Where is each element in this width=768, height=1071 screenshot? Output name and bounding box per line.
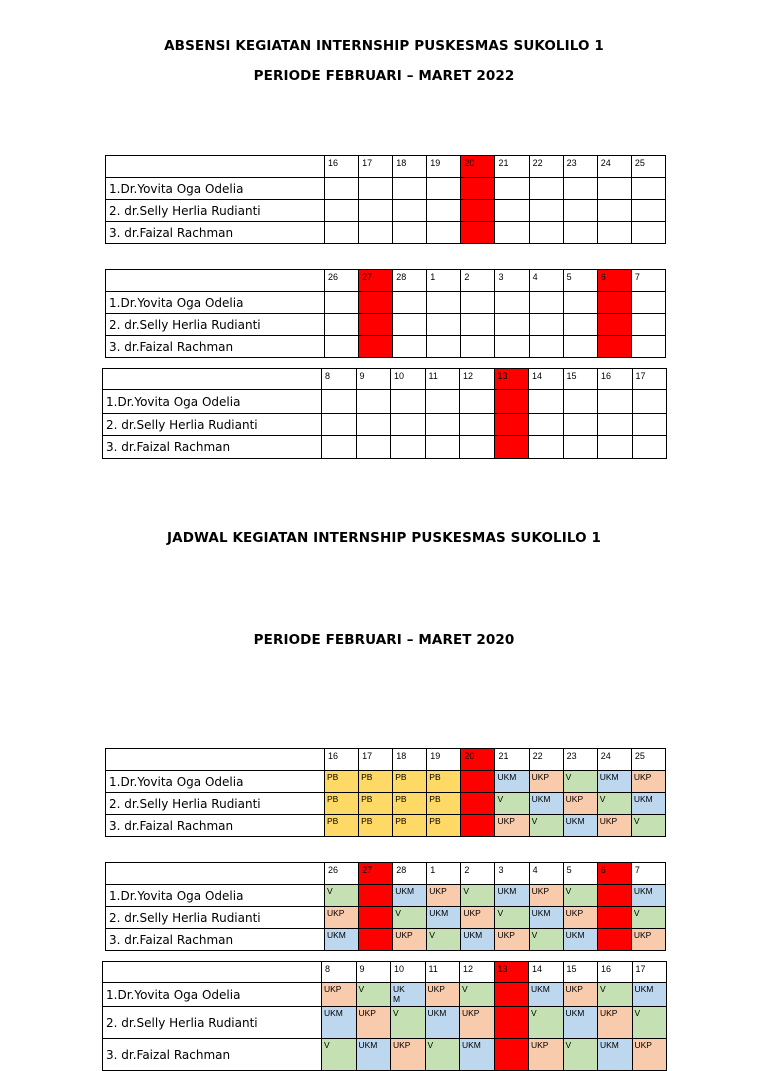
attendance-cell [597,178,631,200]
intern-name-cell: 3. dr.Faizal Rachman [103,1039,322,1071]
header-corner-cell [103,962,322,983]
date-cell: 14 [529,962,564,983]
table-row [106,885,666,907]
date-cell: 2 [461,863,495,885]
date-cell: 21 [495,156,529,178]
date-cell: 19 [427,749,461,771]
attendance-cell [563,292,597,314]
schedule-cell: UKM [495,885,529,907]
date-cell: 7 [631,270,665,292]
schedule-cell: V [325,885,359,907]
date-cell: 15 [563,369,598,390]
attendance-cell [529,292,563,314]
holiday-cell [359,314,393,336]
holiday-cell [359,336,393,358]
attendance-cell [529,336,563,358]
intern-name-cell: 1.Dr.Yovita Oga Odelia [106,292,325,314]
schedule-cell: UKM [427,907,461,929]
attendance-cell [425,414,460,436]
attendance-cell [391,414,426,436]
schedule-cell: V [597,793,631,815]
attendance-cell [325,178,359,200]
schedule-cell: V [460,983,495,1007]
date-header-row [106,156,666,178]
schedule-cell: UKP [563,793,597,815]
attendance-cell [461,336,495,358]
holiday-cell [461,200,495,222]
schedule-cell: UKM [356,1039,391,1071]
attendance-cell [631,222,665,244]
intern-name-cell: 3. dr.Faizal Rachman [106,929,325,951]
schedule-cell: UK M [391,983,426,1007]
schedule-cell: PB [359,793,393,815]
date-cell: 28 [393,270,427,292]
table-row [103,1007,667,1039]
schedule-cell: UKP [425,983,460,1007]
intern-name-cell: 2. dr.Selly Herlia Rudianti [106,907,325,929]
date-cell: 8 [322,369,357,390]
schedule-cell: V [632,1007,667,1039]
date-cell: 8 [322,962,357,983]
intern-name-cell: 3. dr.Faizal Rachman [106,222,325,244]
attendance-cell [427,222,461,244]
schedule-cell: PB [325,793,359,815]
attendance-cell [359,222,393,244]
intern-name-cell: 2. dr.Selly Herlia Rudianti [106,793,325,815]
attendance-cell [427,200,461,222]
schedule-cell: PB [427,793,461,815]
schedule-cell: V [461,885,495,907]
date-header-row [106,863,666,885]
attendance-cell [529,200,563,222]
holiday-date-cell: 20 [461,749,495,771]
attendance-cell [393,200,427,222]
attendance-cell [495,336,529,358]
date-cell: 16 [598,962,633,983]
schedule-cell: UKP [529,771,563,793]
attendance-cell [495,178,529,200]
header-corner-cell [106,863,325,885]
attendance-cell [322,390,357,414]
schedule-cell: UKP [391,1039,426,1071]
schedule-cell: UKM [632,983,667,1007]
date-cell: 11 [425,962,460,983]
attendance-cell [393,222,427,244]
schedule-cell: UKM [529,793,563,815]
schedule-cell: UKP [322,983,357,1007]
absensi-title: ABSENSI KEGIATAN INTERNSHIP PUSKESMAS SUKOLILO 1 [164,38,604,54]
attendance-cell [563,314,597,336]
date-cell: 5 [563,270,597,292]
attendance-cell [598,436,633,459]
holiday-cell [494,1039,529,1071]
schedule-cell: V [563,1039,598,1071]
header-corner-cell [106,156,325,178]
attendance-cell [427,292,461,314]
jadwal-table-3 [102,961,667,1071]
schedule-cell: PB [359,815,393,837]
header-corner-cell [103,369,322,390]
holiday-cell [494,390,529,414]
schedule-cell: UKP [393,929,427,951]
table-row [103,1039,667,1071]
schedule-cell: V [393,907,427,929]
intern-name-cell: 2. dr.Selly Herlia Rudianti [103,414,322,436]
attendance-cell [529,414,564,436]
holiday-date-cell: 6 [597,863,631,885]
attendance-cell [598,390,633,414]
date-cell: 4 [529,270,563,292]
date-cell: 28 [393,863,427,885]
attendance-cell [529,390,564,414]
holiday-date-cell: 20 [461,156,495,178]
table-row [106,929,666,951]
date-cell: 12 [460,962,495,983]
schedule-cell: UKP [631,771,665,793]
attendance-cell [325,292,359,314]
holiday-cell [359,907,393,929]
date-header-row [106,270,666,292]
attendance-cell [325,336,359,358]
absensi-table-2 [105,269,666,358]
schedule-cell: UKM [597,771,631,793]
date-cell: 23 [563,749,597,771]
schedule-cell: V [631,907,665,929]
attendance-cell [563,178,597,200]
schedule-cell: UKP [529,1039,564,1071]
attendance-cell [631,314,665,336]
date-cell: 10 [391,369,426,390]
schedule-cell: V [322,1039,357,1071]
holiday-cell [359,292,393,314]
schedule-cell: UKM [631,793,665,815]
table-row [106,815,666,837]
date-cell: 7 [631,863,665,885]
date-cell: 3 [495,863,529,885]
attendance-cell [356,414,391,436]
intern-name-cell: 2. dr.Selly Herlia Rudianti [103,1007,322,1039]
holiday-cell [494,414,529,436]
date-cell: 11 [425,369,460,390]
date-cell: 17 [359,156,393,178]
attendance-cell [631,178,665,200]
attendance-cell [631,292,665,314]
date-cell: 9 [356,369,391,390]
schedule-cell: PB [325,771,359,793]
holiday-cell [597,907,631,929]
attendance-cell [563,390,598,414]
schedule-cell: V [495,793,529,815]
date-cell: 14 [529,369,564,390]
table-row [103,436,667,459]
holiday-cell [597,885,631,907]
schedule-cell: UKP [427,885,461,907]
date-cell: 22 [529,156,563,178]
table-row [106,336,666,358]
intern-name-cell: 3. dr.Faizal Rachman [106,336,325,358]
intern-name-cell: 1.Dr.Yovita Oga Odelia [106,885,325,907]
schedule-cell: UKP [356,1007,391,1039]
attendance-cell [391,390,426,414]
date-cell: 17 [359,749,393,771]
schedule-cell: PB [427,771,461,793]
schedule-cell: PB [427,815,461,837]
intern-name-cell: 1.Dr.Yovita Oga Odelia [103,390,322,414]
schedule-cell: UKM [393,885,427,907]
attendance-cell [631,200,665,222]
date-header-row [103,962,667,983]
date-cell: 24 [597,156,631,178]
date-cell: 26 [325,270,359,292]
schedule-cell: UKM [495,771,529,793]
attendance-cell [427,336,461,358]
holiday-date-cell: 13 [494,962,529,983]
table-row [106,907,666,929]
attendance-cell [597,200,631,222]
attendance-cell [322,414,357,436]
attendance-cell [393,336,427,358]
table-row [103,983,667,1007]
header-corner-cell [106,749,325,771]
schedule-cell: UKP [632,1039,667,1071]
schedule-cell: UKM [598,1039,633,1071]
holiday-date-cell: 27 [359,270,393,292]
attendance-cell [632,414,667,436]
date-cell: 17 [632,962,667,983]
intern-name-cell: 2. dr.Selly Herlia Rudianti [106,314,325,336]
date-cell: 23 [563,156,597,178]
holiday-cell [359,885,393,907]
table-row [106,292,666,314]
table-row [106,314,666,336]
schedule-cell: PB [393,815,427,837]
date-cell: 15 [563,962,598,983]
schedule-cell: UKM [563,815,597,837]
date-header-row [106,749,666,771]
date-cell: 25 [631,749,665,771]
attendance-cell [461,292,495,314]
attendance-cell [359,200,393,222]
schedule-cell: UKM [460,1039,495,1071]
attendance-cell [461,314,495,336]
intern-name-cell: 1.Dr.Yovita Oga Odelia [106,178,325,200]
absensi-table-1 [105,155,666,244]
date-cell: 1 [427,270,461,292]
holiday-date-cell: 27 [359,863,393,885]
schedule-cell: V [495,907,529,929]
attendance-cell [425,390,460,414]
schedule-cell: V [391,1007,426,1039]
intern-name-cell: 3. dr.Faizal Rachman [106,815,325,837]
attendance-cell [563,200,597,222]
attendance-cell [393,314,427,336]
date-header-row [103,369,667,390]
schedule-cell: UKM [325,929,359,951]
schedule-cell: UKM [461,929,495,951]
holiday-date-cell: 13 [494,369,529,390]
date-cell: 9 [356,962,391,983]
schedule-cell: V [529,929,563,951]
attendance-cell [393,292,427,314]
date-cell: 26 [325,863,359,885]
jadwal-title: JADWAL KEGIATAN INTERNSHIP PUSKESMAS SUKOLILO 1 [167,530,601,546]
attendance-cell [529,314,563,336]
attendance-cell [325,222,359,244]
holiday-cell [461,222,495,244]
date-cell: 5 [563,863,597,885]
attendance-cell [427,178,461,200]
date-cell: 16 [325,156,359,178]
attendance-cell [632,436,667,459]
attendance-cell [425,436,460,459]
holiday-cell [359,929,393,951]
attendance-cell [631,336,665,358]
schedule-cell: UKP [631,929,665,951]
schedule-cell: PB [325,815,359,837]
schedule-cell: V [563,771,597,793]
schedule-cell: UKM [529,907,563,929]
holiday-cell [494,983,529,1007]
schedule-cell: UKM [322,1007,357,1039]
absensi-table-3 [102,368,667,459]
attendance-cell [529,178,563,200]
intern-name-cell: 1.Dr.Yovita Oga Odelia [106,771,325,793]
holiday-cell [461,793,495,815]
attendance-cell [460,414,495,436]
table-row [106,793,666,815]
holiday-cell [597,292,631,314]
holiday-cell [494,1007,529,1039]
date-cell: 24 [597,749,631,771]
holiday-cell [461,178,495,200]
table-row [106,771,666,793]
schedule-cell: V [529,1007,564,1039]
date-cell: 12 [460,369,495,390]
table-row [106,222,666,244]
holiday-date-cell: 6 [597,270,631,292]
attendance-cell [495,314,529,336]
date-cell: 16 [598,369,633,390]
schedule-cell: UKP [495,929,529,951]
attendance-cell [460,390,495,414]
schedule-cell: V [425,1039,460,1071]
jadwal-table-1 [105,748,666,837]
schedule-cell: PB [393,793,427,815]
date-cell: 2 [461,270,495,292]
date-cell: 21 [495,749,529,771]
attendance-cell [632,390,667,414]
schedule-cell: PB [359,771,393,793]
attendance-cell [563,414,598,436]
table-row [106,200,666,222]
schedule-cell: UKM [563,929,597,951]
intern-name-cell: 3. dr.Faizal Rachman [103,436,322,459]
schedule-cell: V [598,983,633,1007]
schedule-cell: UKM [425,1007,460,1039]
schedule-cell: UKM [529,983,564,1007]
date-cell: 3 [495,270,529,292]
schedule-cell: UKM [563,1007,598,1039]
date-cell: 17 [632,369,667,390]
attendance-cell [563,336,597,358]
intern-name-cell: 2. dr.Selly Herlia Rudianti [106,200,325,222]
schedule-cell: V [529,815,563,837]
schedule-cell: V [427,929,461,951]
attendance-cell [325,200,359,222]
holiday-cell [461,771,495,793]
attendance-cell [356,436,391,459]
attendance-cell [359,178,393,200]
schedule-cell: V [356,983,391,1007]
date-cell: 10 [391,962,426,983]
attendance-cell [529,222,563,244]
schedule-cell: PB [393,771,427,793]
attendance-cell [460,436,495,459]
attendance-cell [495,222,529,244]
date-cell: 1 [427,863,461,885]
jadwal-period: PERIODE FEBRUARI – MARET 2020 [253,632,515,648]
schedule-cell: UKP [563,907,597,929]
attendance-cell [322,436,357,459]
schedule-cell: UKP [461,907,495,929]
table-row [106,178,666,200]
holiday-cell [597,314,631,336]
schedule-cell: UKP [597,815,631,837]
date-cell: 16 [325,749,359,771]
attendance-cell [393,178,427,200]
absensi-period: PERIODE FEBRUARI – MARET 2022 [253,68,515,84]
schedule-cell: UKP [495,815,529,837]
schedule-cell: V [631,815,665,837]
attendance-cell [495,292,529,314]
attendance-cell [563,222,597,244]
attendance-cell [495,200,529,222]
attendance-cell [427,314,461,336]
holiday-cell [461,815,495,837]
schedule-cell: UKM [631,885,665,907]
attendance-cell [597,222,631,244]
date-cell: 4 [529,863,563,885]
holiday-cell [494,436,529,459]
schedule-cell: UKP [529,885,563,907]
attendance-cell [598,414,633,436]
date-cell: 25 [631,156,665,178]
attendance-cell [356,390,391,414]
attendance-cell [325,314,359,336]
table-row [103,414,667,436]
schedule-cell: UKP [563,983,598,1007]
jadwal-table-2 [105,862,666,951]
holiday-cell [597,336,631,358]
schedule-cell: UKP [460,1007,495,1039]
attendance-cell [563,436,598,459]
holiday-cell [597,929,631,951]
date-cell: 19 [427,156,461,178]
date-cell: 22 [529,749,563,771]
intern-name-cell: 1.Dr.Yovita Oga Odelia [103,983,322,1007]
schedule-cell: UKP [325,907,359,929]
date-cell: 18 [393,156,427,178]
table-row [103,390,667,414]
schedule-cell: UKP [598,1007,633,1039]
attendance-cell [391,436,426,459]
date-cell: 18 [393,749,427,771]
header-corner-cell [106,270,325,292]
schedule-cell: V [563,885,597,907]
attendance-cell [529,436,564,459]
